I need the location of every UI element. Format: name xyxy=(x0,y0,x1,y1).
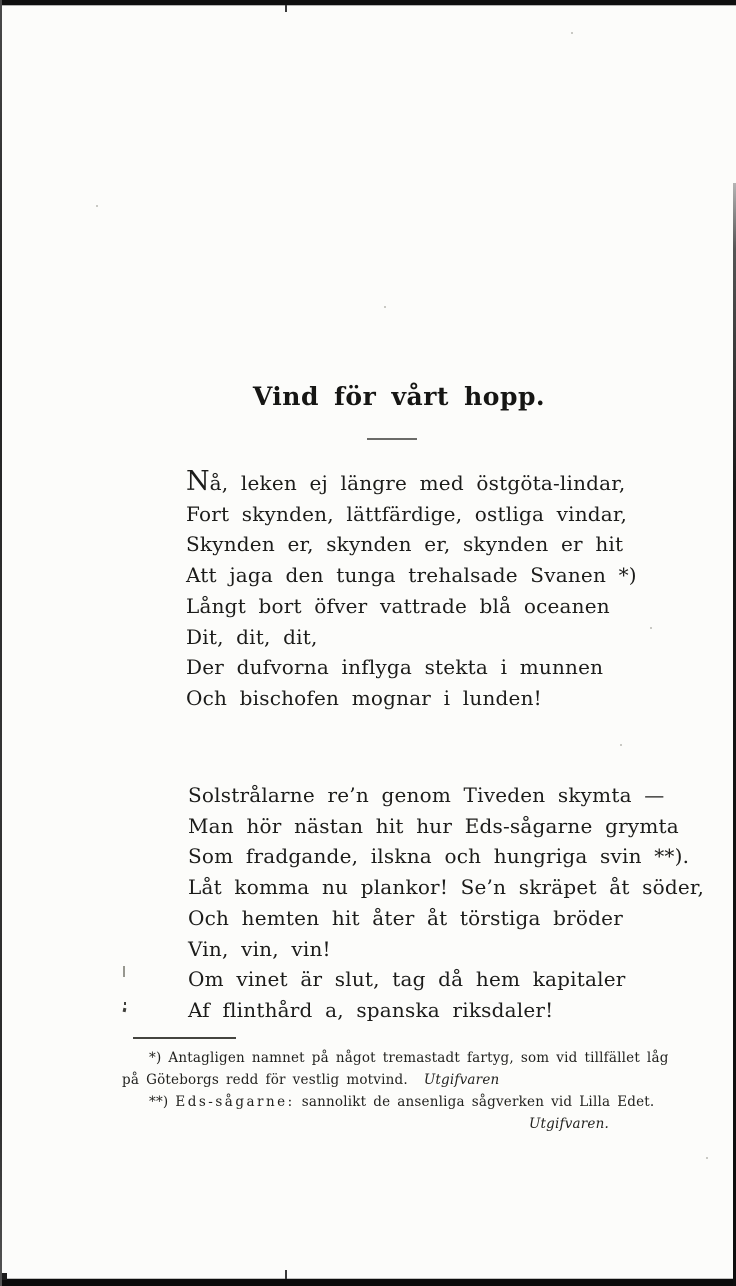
poem-line-text: å, leken ej längre med östgöta-lindar, xyxy=(209,471,626,495)
scan-speck xyxy=(96,205,98,207)
scan-edge-top xyxy=(0,0,736,5)
footnote-1-marker: *) xyxy=(149,1050,162,1066)
footnote-1-signature: Utgifvaren xyxy=(423,1072,500,1088)
footnote-1-line-2 xyxy=(122,1069,627,1091)
footnotes xyxy=(122,1047,669,1135)
scan-speck xyxy=(706,1157,708,1159)
poem-line: Som fradgande, ilskna och hungriga svin **). xyxy=(188,844,690,869)
poem-line: Dit, dit, dit, xyxy=(186,624,318,649)
poem-line: Solstrålarne re’n genom Tiveden skymta — xyxy=(188,783,665,807)
scan-speck xyxy=(384,306,386,308)
poem-line: Vin, vin, vin! xyxy=(188,936,331,961)
scan-edge-bottom xyxy=(0,1279,736,1286)
footnote-2-signature-line xyxy=(122,1113,627,1135)
poem-line xyxy=(186,467,637,499)
scan-artifact-dot xyxy=(124,1002,126,1005)
poem-line: Och hemten hit åter åt törstiga bröder xyxy=(188,905,623,930)
scan-tick-top xyxy=(285,5,287,12)
stanza-1 xyxy=(186,467,637,714)
poem-line: Skynden er, skynden er, skynden er hit xyxy=(186,532,624,557)
poem-line: Och bischofen mognar i lunden! xyxy=(186,685,542,710)
poem-title: Vind för vårt hopp. xyxy=(252,382,546,411)
scan-speck xyxy=(571,32,573,34)
footnote-divider-rule xyxy=(133,1037,236,1039)
scan-speck xyxy=(620,744,622,746)
poem-line: Låt komma nu plankor! Se’n skräpet åt söder, xyxy=(188,875,705,900)
poem-line: Der dufvorna inflyga stekta i munnen xyxy=(186,655,604,680)
scan-edge-left xyxy=(0,0,2,1286)
title-divider-rule xyxy=(367,438,417,440)
footnote-1-text: Antagligen namnet på något tremastadt fartyg, som vid tillfället låg xyxy=(168,1050,669,1066)
scan-speck xyxy=(650,627,652,629)
scan-tick-bottom xyxy=(285,1270,287,1279)
poem-line: Af flinthård a, spanska riksdaler! xyxy=(188,997,554,1022)
footnote-2-marker: **) xyxy=(149,1094,169,1110)
footnote-1-line-1 xyxy=(122,1047,669,1069)
scan-artifact-dot xyxy=(123,1008,127,1013)
scan-tick-corner xyxy=(2,1273,7,1280)
stanza-2 xyxy=(188,780,704,1026)
poem-line: Fort skynden, lättfärdige, ostliga vindar, xyxy=(186,501,628,526)
footnote-1-text-cont: på Göteborgs redd för vestlig motvind. xyxy=(122,1072,408,1088)
poem-line: Om vinet är slut, tag då hem kapitaler xyxy=(188,967,626,992)
poem-line: Att jaga den tunga trehalsade Svanen *) xyxy=(186,563,637,588)
footnote-2-term: Eds-sågarne: xyxy=(175,1094,295,1110)
drop-cap-initial: N xyxy=(186,466,210,497)
footnote-2-line-1 xyxy=(122,1091,655,1113)
poem-line: Man hör nästan hit hur Eds-sågarne grymta xyxy=(188,813,679,838)
poem-line: Långt bort öfver vattrade blå oceanen xyxy=(186,593,610,618)
footnote-2-text: sannolikt de ansenliga sågverken vid Lilla Edet. xyxy=(301,1094,655,1110)
footnote-2-signature: Utgifvaren. xyxy=(528,1116,609,1132)
scan-artifact-tick xyxy=(123,966,125,977)
